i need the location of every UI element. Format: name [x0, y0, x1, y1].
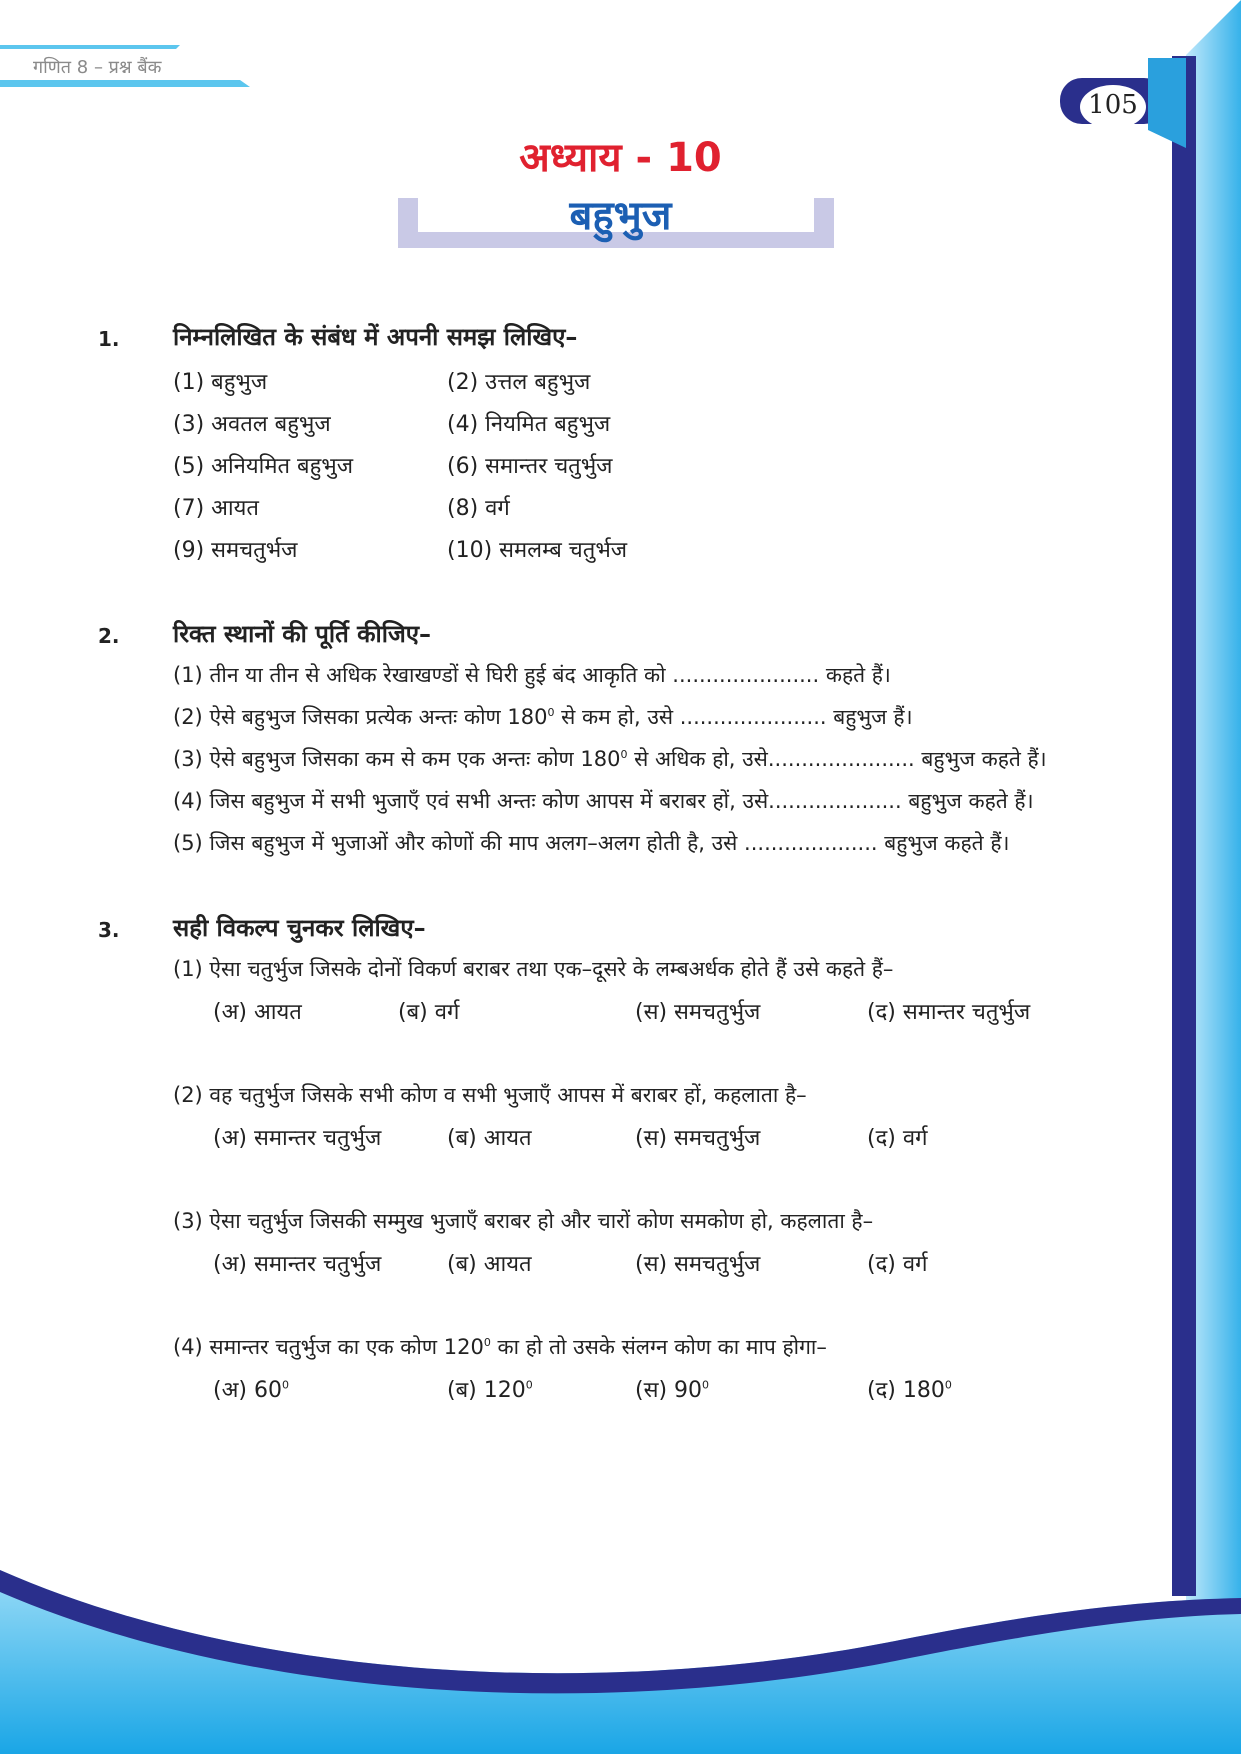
bottom-wave	[0, 1570, 1241, 1754]
header-bar-top	[0, 45, 180, 49]
chapter-title: अध्याय - 10	[519, 135, 722, 181]
list-item: (6) समान्तर चतुर्भुज	[447, 454, 613, 479]
blank: ......................	[672, 663, 820, 687]
chapter-subtitle: बहुभुज	[569, 193, 672, 239]
list-item: (7) आयत	[173, 496, 259, 521]
mcq-option: (स) समचतुर्भुज	[635, 1126, 761, 1151]
mcq-option: (अ) समान्तर चतुर्भुज	[213, 1126, 382, 1151]
blank: ....................	[768, 789, 902, 813]
fill-blank-line: (4) जिस बहुभुज में सभी भुजाएँ एवं सभी अन्तः कोण आपस में बराबर हों, उसे.................... बहुभुज कहते हैं।	[173, 789, 1034, 813]
blank: ......................	[767, 747, 915, 771]
fill-blank-line: (2) ऐसे बहुभुज जिसका प्रत्येक अन्तः कोण $180^0$ से कम हो, उसे ...................... बहुभुज हैं।	[173, 705, 913, 729]
mcq-option: (द) वर्ग	[867, 1252, 928, 1277]
mcq-option: (द) समान्तर चतुर्भुज	[867, 1000, 1031, 1025]
mcq-option: (स) $90^0$	[635, 1378, 710, 1403]
fill-blank-line: (5) जिस बहुभुज में भुजाओं और कोणों की माप अलग–अलग होती है, उसे .................... बहुभुज कहते हैं।	[173, 831, 1010, 855]
list-item: (9) समचतुर्भज	[173, 538, 298, 563]
mcq-option: (स) समचतुर्भुज	[635, 1252, 761, 1277]
mcq-option: (अ) आयत	[213, 1000, 302, 1025]
side-stripe	[1172, 56, 1196, 1596]
fill-blank-line: (3) ऐसे बहुभुज जिसका कम से कम एक अन्तः कोण $180^0$ से अधिक हो, उसे...................... बहुभुज कहते हैं।	[173, 747, 1047, 771]
question-title: निम्नलिखित के संबंध में अपनी समझ लिखिए–	[173, 323, 578, 351]
header-bar-bottom	[0, 80, 250, 87]
question-number: 1.	[98, 327, 120, 351]
list-item: (10) समलम्ब चतुर्भज	[447, 538, 628, 563]
mcq-option: (द) $180^0$	[867, 1378, 952, 1403]
question-number: 2.	[98, 624, 120, 648]
list-item: (4) नियमित बहुभुज	[447, 412, 611, 437]
list-item: (1) बहुभुज	[173, 370, 268, 395]
mcq-option: (ब) $120^0$	[447, 1378, 533, 1403]
mcq-option: (द) वर्ग	[867, 1126, 928, 1151]
list-item: (8) वर्ग	[447, 496, 510, 521]
list-item: (3) अवतल बहुभुज	[173, 412, 331, 437]
mcq-question: (4) समान्तर चतुर्भुज का एक कोण $120^0$ का हो तो उसके संलग्न कोण का माप होगा–	[173, 1335, 827, 1359]
blank: ....................	[744, 831, 878, 855]
list-item: (2) उत्तल बहुभुज	[447, 370, 591, 395]
question-title: सही विकल्प चुनकर लिखिए–	[173, 914, 426, 942]
question-number: 3.	[98, 918, 120, 942]
mcq-question: (3) ऐसा चतुर्भुज जिसकी सम्मुख भुजाएँ बराबर हो और चारों कोण समकोण हो, कहलाता है–	[173, 1209, 874, 1233]
blank: ......................	[679, 705, 827, 729]
page-number: 105	[1088, 90, 1138, 120]
mcq-option: (अ) $60^0$	[213, 1378, 289, 1403]
mcq-question: (1) ऐसा चतुर्भुज जिसके दोनों विकर्ण बराबर तथा एक–दूसरे के लम्बअर्धक होते हैं उसे कहते हैं–	[173, 957, 894, 981]
mcq-option: (स) समचतुर्भुज	[635, 1000, 761, 1025]
mcq-question: (2) वह चतुर्भुज जिसके सभी कोण व सभी भुजाएँ आपस में बराबर हों, कहलाता है–	[173, 1083, 807, 1107]
list-item: (5) अनियमित बहुभुज	[173, 454, 354, 479]
mcq-option: (अ) समान्तर चतुर्भुज	[213, 1252, 382, 1277]
mcq-option: (ब) आयत	[447, 1252, 532, 1277]
question-title: रिक्त स्थानों की पूर्ति कीजिए–	[173, 620, 432, 648]
mcq-option: (ब) आयत	[447, 1126, 532, 1151]
fill-blank-line: (1) तीन या तीन से अधिक रेखाखण्डों से घिरी हुई बंद आकृति को ...................... कहते हैं।	[173, 663, 891, 687]
book-title: गणित 8 – प्रश्न बैंक	[33, 57, 162, 78]
mcq-option: (ब) वर्ग	[398, 1000, 460, 1025]
